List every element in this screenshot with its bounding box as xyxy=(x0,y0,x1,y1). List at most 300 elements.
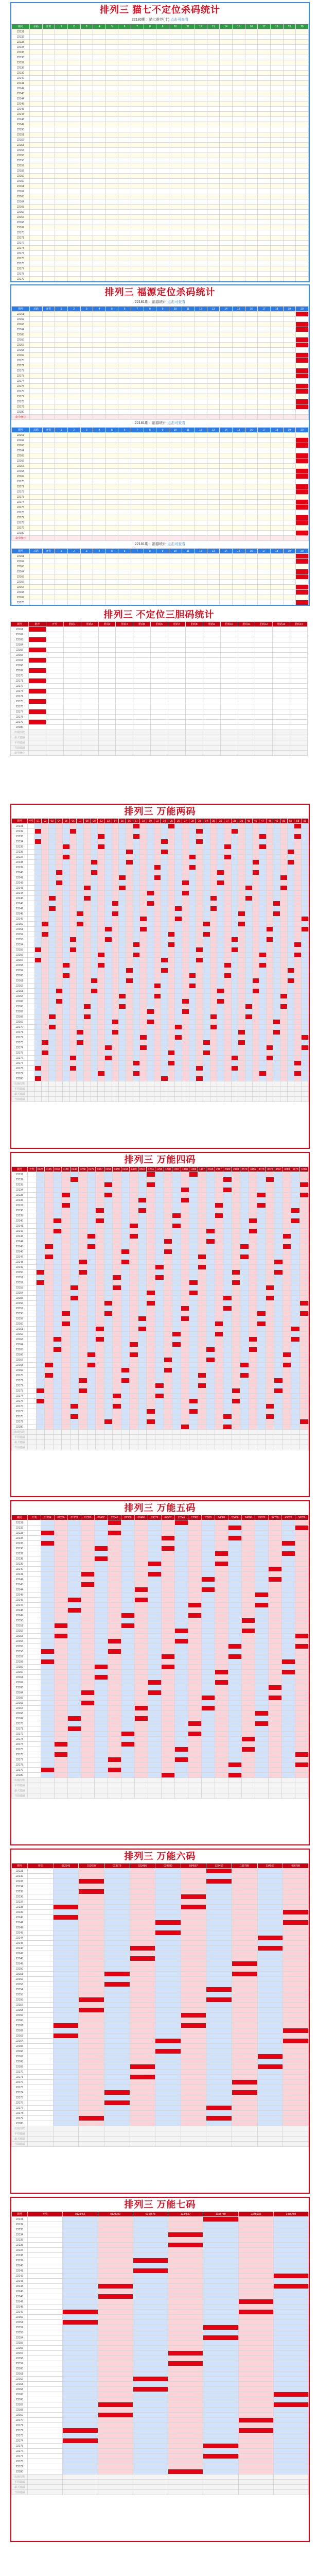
data-cell xyxy=(55,235,68,241)
data-cell xyxy=(196,860,203,865)
data-cell xyxy=(283,174,296,179)
data-cell xyxy=(255,694,273,699)
data-cell xyxy=(217,896,224,901)
period-cell: 22145 xyxy=(12,101,30,107)
data-cell xyxy=(81,653,98,658)
data-cell xyxy=(217,839,224,844)
data-cell xyxy=(203,839,210,844)
data-cell xyxy=(80,559,93,564)
data-cell xyxy=(151,694,168,699)
data-cell xyxy=(161,958,168,963)
data-cell xyxy=(203,896,210,901)
data-cell xyxy=(30,122,43,127)
data-cell xyxy=(182,505,195,510)
data-cell xyxy=(238,978,245,984)
column-header: 14 xyxy=(220,549,233,554)
fuyuan-table xyxy=(11,548,309,606)
data-cell xyxy=(91,850,98,855)
period-cell: 22173 xyxy=(12,374,30,379)
data-cell xyxy=(296,531,309,536)
table-row xyxy=(11,627,308,632)
data-cell xyxy=(238,648,255,653)
data-cell xyxy=(245,189,258,194)
data-cell xyxy=(233,241,245,246)
data-cell xyxy=(80,554,93,559)
data-cell xyxy=(28,896,35,901)
data-cell xyxy=(42,554,55,559)
column-header: 15 xyxy=(233,24,245,29)
data-cell xyxy=(67,261,80,266)
data-cell xyxy=(195,605,207,606)
data-cell xyxy=(147,870,154,875)
data-cell xyxy=(283,368,296,374)
data-cell xyxy=(105,327,118,332)
data-cell xyxy=(203,917,210,922)
data-cell xyxy=(233,132,245,138)
data-cell xyxy=(131,71,144,76)
wanneng-two-code-section xyxy=(10,804,310,1149)
data-cell xyxy=(105,829,112,834)
data-cell xyxy=(84,917,91,922)
stats-cell xyxy=(29,730,46,735)
data-cell xyxy=(259,917,267,922)
data-cell xyxy=(48,999,56,1004)
data-cell xyxy=(270,210,283,215)
data-cell xyxy=(217,834,224,839)
data-cell xyxy=(296,312,309,317)
data-cell xyxy=(233,40,245,45)
data-cell xyxy=(207,479,220,484)
data-cell xyxy=(283,433,296,438)
data-cell xyxy=(207,71,220,76)
data-cell xyxy=(55,564,68,569)
column-header: 3 xyxy=(80,428,93,433)
data-cell xyxy=(80,272,93,277)
data-cell xyxy=(131,117,144,122)
data-cell xyxy=(195,117,207,122)
data-cell xyxy=(233,168,245,174)
data-cell xyxy=(55,358,68,363)
summary-cell xyxy=(105,415,118,420)
data-cell xyxy=(105,241,118,246)
data-cell xyxy=(118,433,131,438)
three-gallbladder-section xyxy=(10,608,308,793)
data-cell xyxy=(118,256,131,261)
data-cell xyxy=(296,489,309,495)
data-cell xyxy=(131,189,144,194)
data-cell xyxy=(233,91,245,96)
data-cell xyxy=(294,978,302,984)
data-cell xyxy=(80,71,93,76)
data-cell xyxy=(245,875,252,880)
data-cell xyxy=(91,906,98,911)
data-cell xyxy=(119,891,126,896)
data-cell xyxy=(42,855,49,860)
data-cell xyxy=(42,163,55,168)
column-header: 25 xyxy=(168,819,175,824)
data-cell xyxy=(151,632,168,637)
data-cell xyxy=(207,489,220,495)
data-cell xyxy=(48,891,56,896)
data-cell xyxy=(259,860,267,865)
data-cell xyxy=(144,500,156,505)
data-cell xyxy=(270,363,283,368)
column-header: 18 xyxy=(270,307,283,312)
data-cell xyxy=(105,554,118,559)
data-cell xyxy=(80,241,93,246)
data-cell xyxy=(28,906,35,911)
period-cell: 22152 xyxy=(12,138,30,143)
data-cell xyxy=(69,968,77,973)
data-cell xyxy=(118,554,131,559)
data-cell xyxy=(118,348,131,353)
column-header: 开奖 xyxy=(42,24,55,29)
data-cell xyxy=(133,653,151,658)
data-cell xyxy=(42,464,55,469)
data-cell xyxy=(245,453,258,459)
data-cell xyxy=(126,937,133,942)
data-cell xyxy=(48,875,56,880)
data-cell xyxy=(140,829,147,834)
block-hint-link[interactable]: 点击可查看 xyxy=(166,543,186,546)
data-cell xyxy=(169,389,182,394)
data-cell xyxy=(258,174,271,179)
period-cell: 22153 xyxy=(12,143,30,148)
data-cell xyxy=(161,911,168,917)
data-cell xyxy=(131,379,144,384)
data-cell xyxy=(270,143,283,148)
data-cell xyxy=(81,709,98,715)
data-cell xyxy=(258,322,271,327)
data-cell xyxy=(93,433,106,438)
data-cell xyxy=(98,953,105,958)
column-header: 胆码5 xyxy=(133,622,151,627)
data-cell xyxy=(220,55,233,60)
data-cell xyxy=(46,725,63,730)
data-cell xyxy=(161,860,168,865)
data-cell xyxy=(259,886,267,891)
data-cell xyxy=(207,91,220,96)
data-cell xyxy=(144,337,156,343)
data-cell xyxy=(287,989,294,994)
data-cell xyxy=(175,829,182,834)
data-cell xyxy=(144,132,156,138)
table-row xyxy=(12,205,309,210)
data-cell xyxy=(296,453,309,459)
data-cell xyxy=(42,495,55,500)
subcaption-hint-link[interactable]: 点击可查看 xyxy=(170,18,189,22)
data-cell xyxy=(245,353,258,358)
data-cell xyxy=(294,901,302,906)
data-cell xyxy=(156,132,169,138)
data-cell xyxy=(42,117,55,122)
data-cell xyxy=(144,220,156,225)
data-cell xyxy=(195,168,207,174)
data-cell xyxy=(233,261,245,266)
data-cell xyxy=(258,438,271,443)
data-cell xyxy=(195,40,207,45)
data-cell xyxy=(42,153,55,158)
stats-label: 最大遗漏 xyxy=(11,735,29,740)
data-cell xyxy=(238,875,245,880)
data-cell xyxy=(231,896,238,901)
data-cell xyxy=(283,179,296,184)
column-header: 15 xyxy=(119,819,126,824)
column-header: 16 xyxy=(126,819,133,824)
table-row xyxy=(12,374,309,379)
data-cell xyxy=(182,937,189,942)
data-cell xyxy=(144,595,156,600)
data-cell xyxy=(182,363,195,368)
data-cell xyxy=(283,374,296,379)
data-cell xyxy=(140,886,147,891)
data-cell xyxy=(93,122,106,127)
data-cell xyxy=(168,880,175,886)
data-cell xyxy=(182,312,195,317)
section-title: 排列三 福源定位杀码统计 xyxy=(104,287,216,297)
data-cell xyxy=(80,230,93,235)
data-cell xyxy=(156,438,169,443)
data-cell xyxy=(168,978,175,984)
data-cell xyxy=(182,29,195,35)
block-hint-link[interactable]: 点击可查看 xyxy=(166,300,186,304)
data-cell xyxy=(112,891,119,896)
data-cell xyxy=(98,937,105,942)
data-cell xyxy=(195,379,207,384)
data-cell xyxy=(118,595,131,600)
data-cell xyxy=(287,870,294,875)
data-cell xyxy=(210,932,217,937)
data-cell xyxy=(154,850,161,855)
data-cell xyxy=(156,277,169,282)
data-cell xyxy=(245,101,258,107)
data-cell xyxy=(296,399,309,404)
period-cell: 22132 xyxy=(12,35,30,40)
data-cell xyxy=(56,989,63,994)
data-cell xyxy=(105,225,118,230)
data-cell xyxy=(182,410,195,415)
data-cell xyxy=(294,968,302,973)
data-cell xyxy=(280,978,288,984)
data-cell xyxy=(238,947,245,953)
data-cell xyxy=(156,474,169,479)
period-cell: 22175 xyxy=(12,384,30,389)
data-cell xyxy=(126,824,133,829)
column-header: 56 xyxy=(280,819,288,824)
data-cell xyxy=(245,127,258,132)
stats-row xyxy=(11,735,308,740)
data-cell xyxy=(273,947,280,953)
data-cell xyxy=(126,891,133,896)
data-cell xyxy=(283,312,296,317)
data-cell xyxy=(156,443,169,448)
data-cell xyxy=(259,932,267,937)
data-cell xyxy=(112,875,119,880)
data-cell xyxy=(245,958,252,963)
data-cell xyxy=(56,968,63,973)
table-row xyxy=(12,194,309,199)
data-cell xyxy=(294,824,302,829)
data-cell xyxy=(42,994,49,999)
data-cell xyxy=(156,184,169,189)
data-cell xyxy=(169,199,182,205)
data-cell xyxy=(147,860,154,865)
data-cell xyxy=(210,839,217,844)
data-cell xyxy=(220,179,233,184)
data-cell xyxy=(294,963,302,968)
data-cell xyxy=(220,138,233,143)
data-cell xyxy=(28,937,35,942)
data-cell xyxy=(283,520,296,526)
data-cell xyxy=(270,337,283,343)
data-cell xyxy=(156,246,169,251)
data-cell xyxy=(63,942,70,947)
period-cell: 22156 xyxy=(12,953,28,958)
data-cell xyxy=(48,896,56,901)
data-cell xyxy=(283,158,296,163)
data-cell xyxy=(131,225,144,230)
data-cell xyxy=(131,564,144,569)
period-cell: 22161 xyxy=(12,554,30,559)
data-cell xyxy=(233,122,245,127)
data-cell xyxy=(185,673,203,679)
data-cell xyxy=(42,122,55,127)
data-cell xyxy=(29,632,46,637)
table-row xyxy=(12,55,309,60)
period-cell: 22159 xyxy=(12,968,28,973)
data-cell xyxy=(56,958,63,963)
data-cell xyxy=(290,642,308,648)
data-cell xyxy=(217,963,224,968)
data-cell xyxy=(273,653,290,658)
data-cell xyxy=(258,433,271,438)
data-cell xyxy=(207,29,220,35)
data-cell xyxy=(34,978,42,984)
data-cell xyxy=(245,953,252,958)
data-cell xyxy=(287,860,294,865)
data-cell xyxy=(273,720,290,725)
data-cell xyxy=(280,870,288,875)
data-cell xyxy=(154,911,161,917)
data-cell xyxy=(151,673,168,679)
data-cell xyxy=(270,107,283,112)
data-cell xyxy=(175,994,182,999)
data-cell xyxy=(296,574,309,580)
summary-cell xyxy=(245,415,258,420)
table-row xyxy=(12,348,309,353)
data-cell xyxy=(203,968,210,973)
data-cell xyxy=(189,896,196,901)
table-row xyxy=(11,694,308,699)
data-cell xyxy=(207,205,220,210)
data-cell xyxy=(259,824,267,829)
data-cell xyxy=(105,973,112,978)
data-cell xyxy=(238,699,255,704)
data-cell xyxy=(270,127,283,132)
data-cell xyxy=(224,880,231,886)
data-cell xyxy=(98,984,105,989)
data-cell xyxy=(207,322,220,327)
data-cell xyxy=(238,927,245,932)
data-cell xyxy=(55,510,68,515)
block-hint-link[interactable]: 点击可查看 xyxy=(166,421,186,425)
data-cell xyxy=(189,839,196,844)
data-cell xyxy=(195,363,207,368)
data-cell xyxy=(207,256,220,261)
data-cell xyxy=(233,163,245,168)
data-cell xyxy=(203,653,220,658)
data-cell xyxy=(144,404,156,410)
data-cell xyxy=(258,266,271,272)
data-cell xyxy=(67,71,80,76)
data-cell xyxy=(233,394,245,399)
data-cell xyxy=(169,332,182,337)
data-cell xyxy=(195,495,207,500)
data-cell xyxy=(169,50,182,55)
data-cell xyxy=(283,277,296,282)
data-cell xyxy=(91,984,98,989)
data-cell xyxy=(259,829,267,834)
data-cell xyxy=(182,389,195,394)
table-row xyxy=(12,973,309,978)
data-cell xyxy=(283,107,296,112)
data-cell xyxy=(91,896,98,901)
data-cell xyxy=(131,500,144,505)
data-cell xyxy=(156,117,169,122)
data-cell xyxy=(207,199,220,205)
data-cell xyxy=(220,637,238,642)
data-cell xyxy=(207,215,220,220)
data-cell xyxy=(93,559,106,564)
data-cell xyxy=(133,684,151,689)
data-cell xyxy=(290,689,308,694)
data-cell xyxy=(48,973,56,978)
data-cell xyxy=(30,158,43,163)
data-cell xyxy=(233,384,245,389)
data-cell xyxy=(273,906,280,911)
data-cell xyxy=(147,891,154,896)
data-cell xyxy=(30,399,43,404)
data-cell xyxy=(195,138,207,143)
data-cell xyxy=(81,704,98,709)
data-cell xyxy=(175,937,182,942)
data-cell xyxy=(168,704,186,709)
data-cell xyxy=(131,585,144,590)
header-row xyxy=(12,307,309,312)
data-cell xyxy=(118,210,131,215)
data-cell xyxy=(168,927,175,932)
data-cell xyxy=(168,679,186,684)
data-cell xyxy=(207,122,220,127)
data-cell xyxy=(140,932,147,937)
data-cell xyxy=(224,917,231,922)
data-cell xyxy=(273,632,290,637)
data-cell xyxy=(93,526,106,531)
table-row xyxy=(12,29,309,35)
data-cell xyxy=(266,875,273,880)
data-cell xyxy=(220,194,233,199)
data-cell xyxy=(233,189,245,194)
data-cell xyxy=(161,927,168,932)
data-cell xyxy=(220,495,233,500)
data-cell xyxy=(207,515,220,520)
data-cell xyxy=(196,963,203,968)
data-cell xyxy=(118,163,131,168)
data-cell xyxy=(273,922,280,927)
data-cell xyxy=(255,642,273,648)
data-cell xyxy=(55,404,68,410)
data-cell xyxy=(144,531,156,536)
